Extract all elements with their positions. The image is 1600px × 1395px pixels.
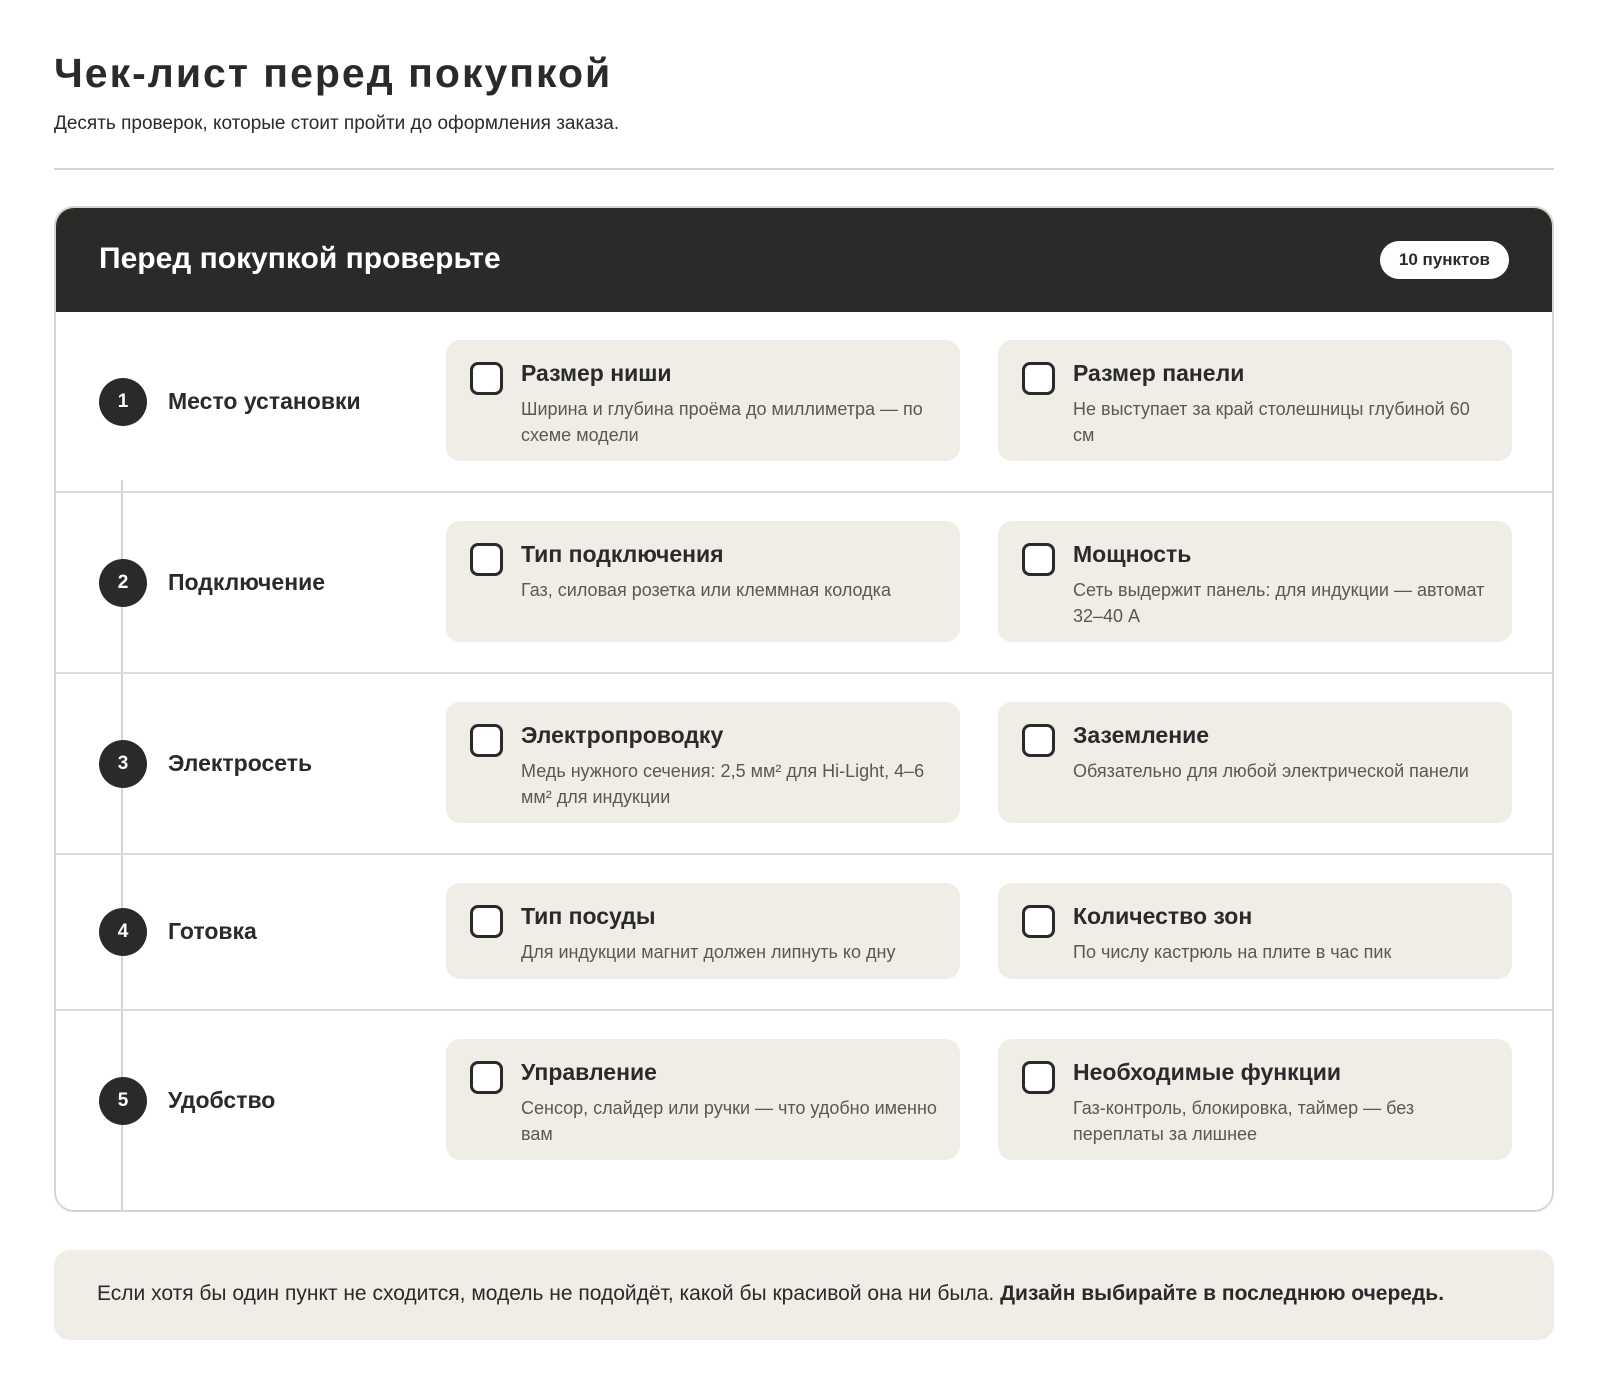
check-item-panel-size[interactable] xyxy=(998,340,1512,461)
checklist-row-1 xyxy=(56,312,1552,493)
checklist-card xyxy=(54,206,1554,1212)
check-item-title: Управление xyxy=(521,1059,657,1085)
step-label: Подключение xyxy=(168,569,326,595)
checklist-row-5 xyxy=(56,1011,1552,1192)
page-title: Чек-лист перед покупкой xyxy=(54,50,613,96)
summary-note xyxy=(54,1250,1554,1340)
checkbox[interactable] xyxy=(470,724,503,757)
check-item-title: Мощность xyxy=(1073,541,1192,567)
checkbox[interactable] xyxy=(1022,1061,1055,1094)
checkbox[interactable] xyxy=(1022,905,1055,938)
checklist-card-header xyxy=(56,208,1552,312)
check-item-title: Тип подключения xyxy=(521,541,724,567)
checklist-row-3 xyxy=(56,674,1552,855)
header-divider xyxy=(54,168,1554,170)
checkbox[interactable] xyxy=(470,543,503,576)
check-item-title: Электропроводку xyxy=(521,722,724,748)
step-number-badge: 2 xyxy=(99,559,147,607)
check-item-features[interactable] xyxy=(998,1039,1512,1160)
step-number-badge: 1 xyxy=(99,378,147,426)
check-item-zone-count[interactable] xyxy=(998,883,1512,979)
step-number-badge: 3 xyxy=(99,740,147,788)
check-item-description: Ширина и глубина проёма до миллиметра — по схеме модели xyxy=(521,399,923,445)
check-item-connection-type[interactable] xyxy=(446,521,960,642)
check-item-title: Необходимые функции xyxy=(1073,1059,1342,1085)
check-item-description: Газ, силовая розетка или клеммная колодка xyxy=(521,580,891,600)
check-item-title: Тип посуды xyxy=(521,903,656,929)
checkbox[interactable] xyxy=(1022,724,1055,757)
check-item-title: Размер ниши xyxy=(521,360,672,386)
checkbox[interactable] xyxy=(1022,543,1055,576)
check-item-wiring[interactable] xyxy=(446,702,960,823)
summary-note-text xyxy=(97,1282,1444,1306)
step-number-badge: 4 xyxy=(99,908,147,956)
check-item-description: Обязательно для любой электрической панели xyxy=(1073,761,1469,781)
summary-note-emphasis: Дизайн выбирайте в последнюю очередь. xyxy=(1000,1282,1445,1305)
checklist-row-4 xyxy=(56,855,1552,1011)
check-item-description: Для индукции магнит должен липнуть ко дну xyxy=(521,942,896,962)
step-label: Удобство xyxy=(168,1087,276,1113)
step-label: Электросеть xyxy=(168,750,313,776)
checkbox[interactable] xyxy=(470,1061,503,1094)
check-item-power[interactable] xyxy=(998,521,1512,642)
checklist-card-title: Перед покупкой проверьте xyxy=(99,242,501,275)
check-item-description: Сеть выдержит панель: для индукции — автомат 32–40 А xyxy=(1073,580,1485,626)
checkbox[interactable] xyxy=(470,362,503,395)
check-item-title: Размер панели xyxy=(1073,360,1245,386)
check-item-niche-size[interactable] xyxy=(446,340,960,461)
checklist-row-2 xyxy=(56,493,1552,674)
check-item-controls[interactable] xyxy=(446,1039,960,1160)
page-subtitle: Десять проверок, которые стоит пройти до оформления заказа. xyxy=(54,113,620,134)
checkbox[interactable] xyxy=(1022,362,1055,395)
check-item-title: Количество зон xyxy=(1073,903,1253,929)
step-label: Готовка xyxy=(168,918,257,944)
check-item-description: Газ-контроль, блокировка, таймер — без переплаты за лишнее xyxy=(1073,1098,1415,1144)
check-item-description: Медь нужного сечения: 2,5 мм² для Hi-Light, 4–6 мм² для индукции xyxy=(521,761,925,807)
summary-note-body: Если хотя бы один пункт не сходится, модель не подойдёт, какой бы красивой она ни была. xyxy=(97,1282,995,1305)
check-item-description: Сенсор, слайдер или ручки — что удобно именно вам xyxy=(521,1098,937,1144)
checkbox[interactable] xyxy=(470,905,503,938)
check-item-title: Заземление xyxy=(1073,722,1210,748)
items-count-badge: 10 пунктов xyxy=(1380,241,1509,279)
check-item-description: Не выступает за край столешницы глубиной 60 см xyxy=(1073,399,1470,445)
step-number-badge: 5 xyxy=(99,1077,147,1125)
check-item-grounding[interactable] xyxy=(998,702,1512,823)
step-label: Место установки xyxy=(168,388,361,414)
check-item-cookware-type[interactable] xyxy=(446,883,960,979)
check-item-description: По числу кастрюль на плите в час пик xyxy=(1073,942,1392,962)
